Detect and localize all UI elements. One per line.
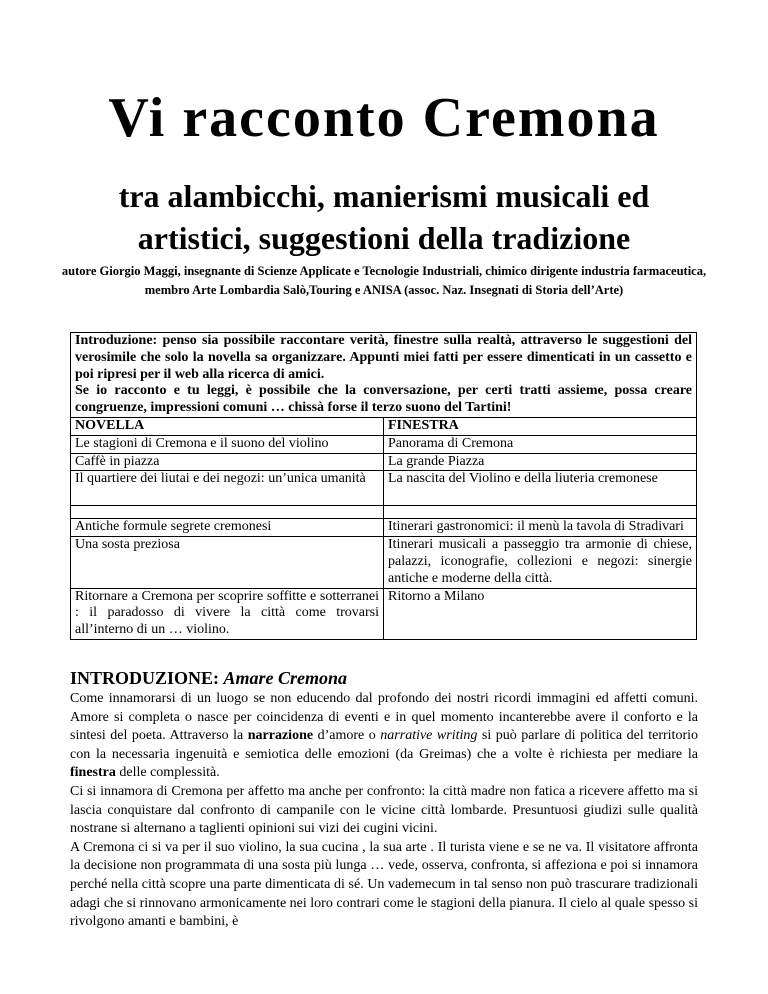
paragraph-bold: narrazione xyxy=(247,728,314,744)
paragraph-text: delle complessità. xyxy=(115,765,220,781)
empty-cell xyxy=(71,506,384,519)
empty-cell xyxy=(384,506,697,519)
finestra-cell: Itinerari musicali a passeggio tra armonie di chiese, palazzi, iconografie, collezioni e negozi: sinergie antiche e moderne della città. xyxy=(384,537,697,588)
section-heading xyxy=(70,668,347,689)
section-heading-italic: Amare Cremona xyxy=(223,668,348,688)
novella-cell: Le stagioni di Cremona e il suono del violino xyxy=(71,435,384,453)
finestra-cell: Ritorno a Milano xyxy=(384,588,697,639)
subtitle-line-1: tra alambicchi, manierismi musicali ed xyxy=(118,178,650,214)
header-finestra: FINESTRA xyxy=(384,417,697,435)
contents-table xyxy=(70,332,697,640)
spacer-row xyxy=(71,506,697,519)
table-row xyxy=(71,588,697,639)
intro-text: Introduzione: penso sia possibile raccontare verità, finestre sulla realtà, attraverso le suggestioni del verosimile che solo la novella sa organizzare. Appunti miei fatti per essere dimenticati in un cassetto e poi ripresi per il web alla ricerca di amici. xyxy=(75,333,692,382)
table-row xyxy=(71,471,697,506)
intro-text-2: Se io racconto e tu leggi, è possibile che la conversazione, per certi tratti assieme, possa creare congruenze, impressioni comuni … chissà forse il terzo suono del Tartini! xyxy=(75,383,692,416)
finestra-cell: Panorama di Cremona xyxy=(384,435,697,453)
subtitle-line-2: artistici, suggestioni della tradizione xyxy=(137,219,631,256)
novella-cell: Il quartiere dei liutai e dei negozi: un’unica umanità xyxy=(71,471,384,506)
document-title: Vi racconto Cremona xyxy=(108,87,660,149)
finestra-cell: La grande Piazza xyxy=(384,453,697,471)
novella-cell: Una sosta preziosa xyxy=(71,537,384,588)
intro-cell xyxy=(71,333,697,418)
table-row xyxy=(71,435,697,453)
paragraph-text: Come innamorarsi di un luogo se non educendo dal profondo dei nostri ricordi immagini ed affetti comuni. Amore si completa o nasce per coincidenza di eventi e in quel momento incanterebbe avere il conforto e la sintesi del poeta. Attraverso la xyxy=(70,691,698,744)
paragraph: A Cremona ci si va per il suo violino, la sua cucina , la sua arte . Il turista viene e se ne va. Il visitatore affronta la decisione non programmata di una sosta più lunga … vede, osserva, confronta, si affeziona e poi si innamora perché nella città scopre una parte dimenticata di sé. Un vademecum in tal senso non può trascurare tradizionali adagi che si rinnovano armonicamente nei loro contrari come le stagioni della pianura. Il cielo al quale spesso si rivolgono amanti e bambini, è xyxy=(70,839,698,930)
table-row xyxy=(71,519,697,537)
finestra-cell: La nascita del Violino e della liuteria cremonese xyxy=(384,471,697,506)
author-line: autore Giorgio Maggi, insegnante di Scienze Applicate e Tecnologie Industriali, chimico dirigente industria farmaceutica, membro Arte Lombardia Salò,Touring e ANISA (assoc. Naz. Insegnati di Storia dell’Arte) xyxy=(61,264,707,298)
novella-cell: Antiche formule segrete cremonesi xyxy=(71,519,384,537)
intro-row xyxy=(71,333,697,418)
paragraph-text: d’amore o xyxy=(313,728,381,744)
finestra-cell: Itinerari gastronomici: il menù la tavola di Stradivari xyxy=(384,519,697,537)
paragraph-bold: finestra xyxy=(70,765,116,781)
section-body xyxy=(70,690,698,932)
table-header-row xyxy=(71,417,697,435)
table-row xyxy=(71,453,697,471)
header-novella: NOVELLA xyxy=(71,417,384,435)
paragraph-text: si può parlare di politica del territorio con la necessaria ingenuità e semiotica delle emozioni (da Greimas) che a volte è richiesta per mediare la xyxy=(70,728,698,762)
novella-cell: Ritornare a Cremona per scoprire soffitte e sotterranei : il paradosso di vivere la città come trovarsi all’interno di un … violino. xyxy=(71,588,384,639)
paragraph xyxy=(70,690,698,783)
section-heading-label: INTRODUZIONE: xyxy=(70,668,224,688)
paragraph-italic: narrative writing xyxy=(380,728,478,744)
document-subtitle xyxy=(40,176,728,259)
table-row xyxy=(71,537,697,588)
novella-cell: Caffè in piazza xyxy=(71,453,384,471)
paragraph: Ci si innamora di Cremona per affetto ma anche per confronto: la città madre non fatica a ricevere affetto ma si lascia conquistare dal confronto di campanile con le vicine città lombarde. Presuntuosi giudizi sulle qualità nostrane si alternano a taglienti opinioni sui vizi dei cugini vicini. xyxy=(70,784,698,837)
